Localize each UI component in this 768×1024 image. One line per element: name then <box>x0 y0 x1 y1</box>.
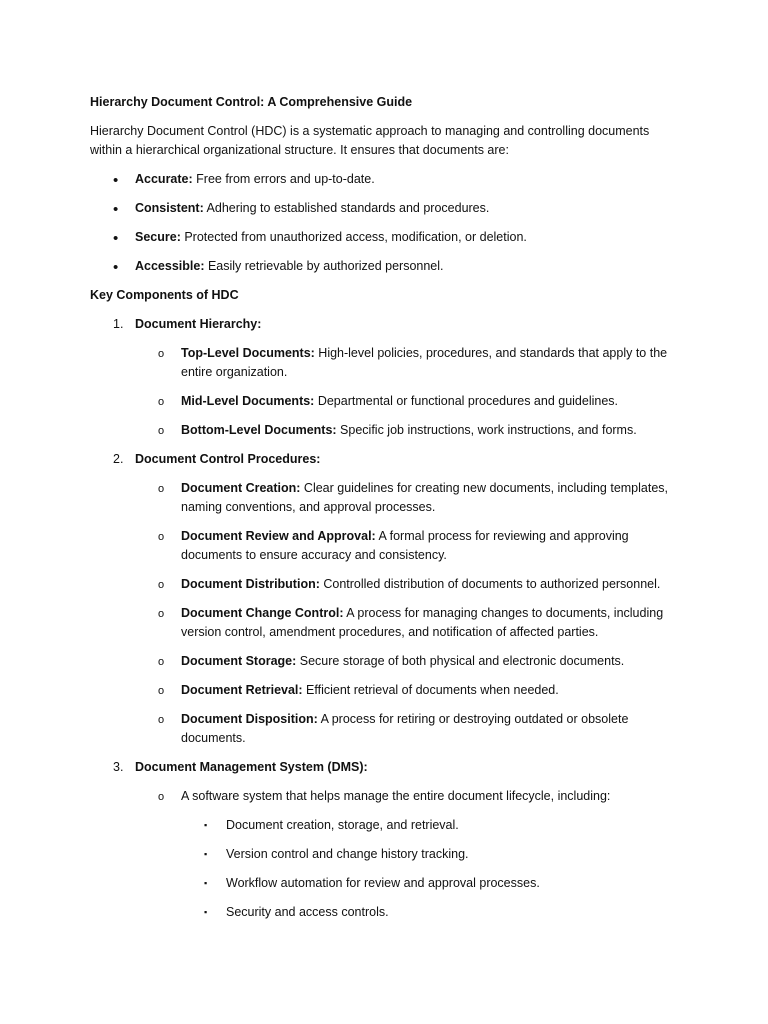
circle-bullet-marker: o <box>158 483 165 495</box>
bullet-term: Consistent: <box>135 201 204 215</box>
item-text-continued: documents to ensure accuracy and consistency. <box>181 548 447 562</box>
item-text: A formal process for reviewing and approving <box>375 529 629 543</box>
bullet-term: Accessible: <box>135 259 205 273</box>
item-term: Document Storage: <box>181 654 297 668</box>
item-text-continued: version control, amendment procedures, and notification of affected parties. <box>181 625 599 639</box>
circle-bullet-marker: o <box>158 656 165 668</box>
circle-bullet-marker: o <box>158 714 165 726</box>
item-term: Document Creation: <box>181 481 301 495</box>
section-heading: Document Control Procedures: <box>135 452 321 466</box>
bullet-marker: • <box>113 201 119 218</box>
item-text: Departmental or functional procedures and guidelines. <box>314 394 619 408</box>
item-term: Document Retrieval: <box>181 683 303 697</box>
section-heading: Document Management System (DMS): <box>135 760 368 774</box>
square-bullet-marker: ▪ <box>204 820 208 830</box>
item-text: Specific job instructions, work instructions, and forms. <box>336 423 637 437</box>
bullet-text: Easily retrievable by authorized personnel. <box>204 259 444 273</box>
square-bullet-marker: ▪ <box>204 878 208 888</box>
bullet-term: Secure: <box>135 230 181 244</box>
circle-bullet-marker: o <box>158 425 165 437</box>
item-term: Bottom-Level Documents: <box>181 423 337 437</box>
square-bullet-marker: ▪ <box>204 907 208 917</box>
circle-bullet-marker: o <box>158 396 165 408</box>
circle-bullet-marker: o <box>158 791 165 803</box>
item-term: Mid-Level Documents: <box>181 394 315 408</box>
item-term: Document Review and Approval: <box>181 529 376 543</box>
list-number: 3. <box>113 760 124 774</box>
bullet-text: Adhering to established standards and procedures. <box>203 201 490 215</box>
item-term: Document Disposition: <box>181 712 318 726</box>
document-title: Hierarchy Document Control: A Comprehensive Guide <box>90 95 413 109</box>
bullet-marker: • <box>113 172 119 189</box>
item-text: Secure storage of both physical and electronic documents. <box>296 654 625 668</box>
item-text: Controlled distribution of documents to authorized personnel. <box>319 577 661 591</box>
section-heading: Document Hierarchy: <box>135 317 262 331</box>
circle-bullet-marker: o <box>158 579 165 591</box>
list-number: 2. <box>113 452 124 466</box>
item-text-continued: documents. <box>181 731 246 745</box>
item-term: Top-Level Documents: <box>181 346 315 360</box>
square-bullet-marker: ▪ <box>204 849 208 859</box>
sub-item-text: Security and access controls. <box>226 905 389 919</box>
item-text: A process for managing changes to documents, including <box>343 606 664 620</box>
sub-item-text: Workflow automation for review and approval processes. <box>226 876 540 890</box>
item-text: High-level policies, procedures, and standards that apply to the <box>314 346 668 360</box>
bullet-marker: • <box>113 230 119 247</box>
item-term: Document Change Control: <box>181 606 344 620</box>
circle-bullet-marker: o <box>158 685 165 697</box>
intro-line-2: within a hierarchical organizational structure. It ensures that documents are: <box>90 143 509 157</box>
item-text: Clear guidelines for creating new documents, including templates, <box>300 481 669 495</box>
intro-line-1: Hierarchy Document Control (HDC) is a systematic approach to managing and controlling documents <box>90 124 650 138</box>
bullet-marker: • <box>113 259 119 276</box>
sub-item-text: Version control and change history tracking. <box>226 847 469 861</box>
sub-item-text: Document creation, storage, and retrieval. <box>226 818 459 832</box>
section-heading-key-components: Key Components of HDC <box>90 288 239 302</box>
list-number: 1. <box>113 317 124 331</box>
circle-bullet-marker: o <box>158 348 165 360</box>
circle-bullet-marker: o <box>158 608 165 620</box>
circle-bullet-marker: o <box>158 531 165 543</box>
item-text-continued: naming conventions, and approval processes. <box>181 500 436 514</box>
bullet-term: Accurate: <box>135 172 193 186</box>
item-text-continued: entire organization. <box>181 365 288 379</box>
item-text: Efficient retrieval of documents when needed. <box>302 683 559 697</box>
bullet-text: Free from errors and up-to-date. <box>192 172 375 186</box>
item-text: A software system that helps manage the entire document lifecycle, including: <box>181 789 611 803</box>
bullet-text: Protected from unauthorized access, modification, or deletion. <box>180 230 527 244</box>
item-text: A process for retiring or destroying outdated or obsolete <box>317 712 629 726</box>
item-term: Document Distribution: <box>181 577 320 591</box>
